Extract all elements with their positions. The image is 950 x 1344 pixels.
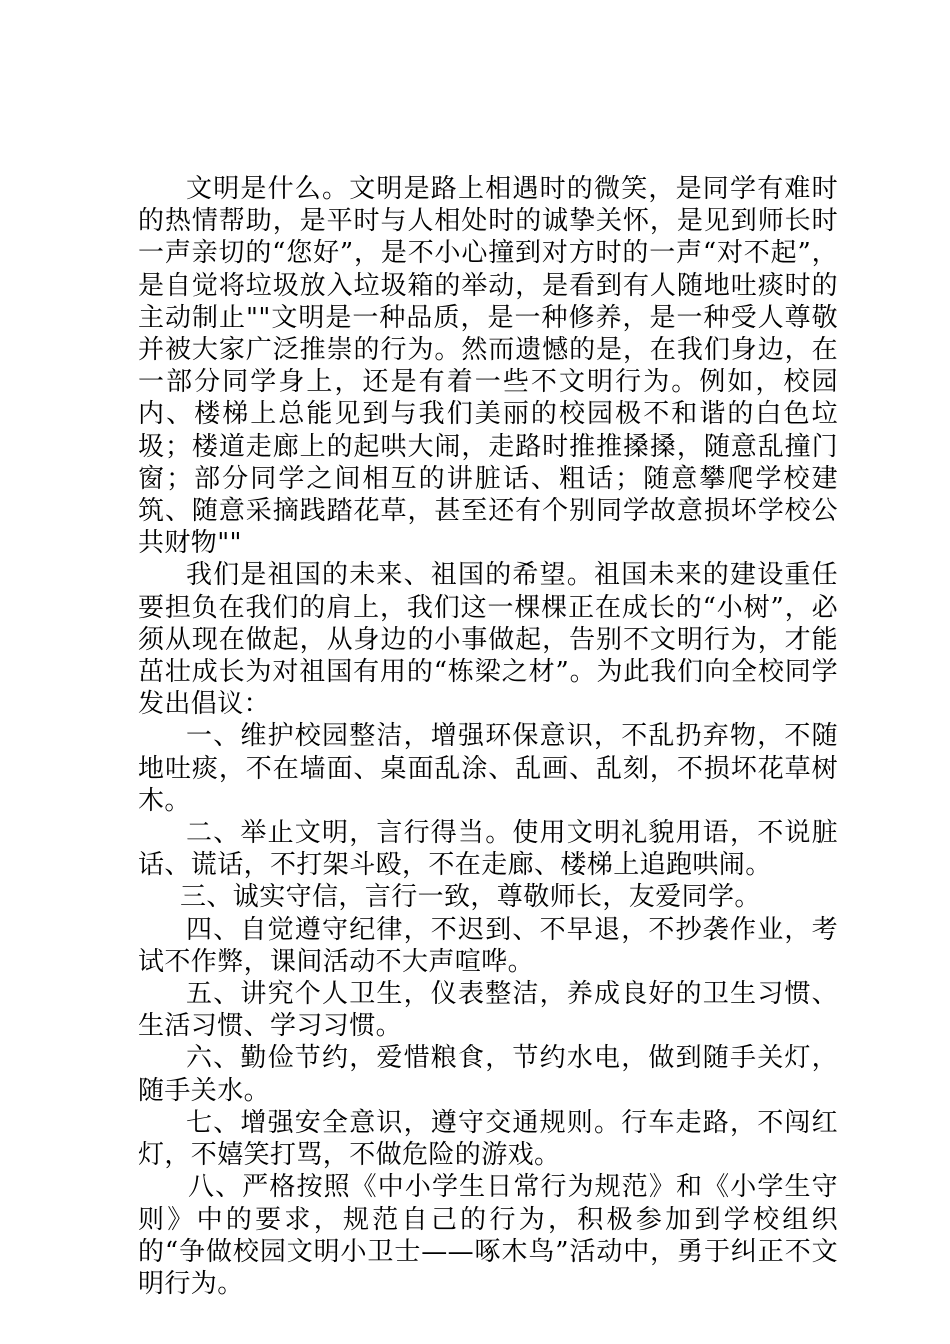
paragraph-future: 我们是祖国的未来、祖国的希望。祖国未来的建设重任要担负在我们的肩上，我们这一棵棵正在成长的“小树”，必须从现在做起，从身边的小事做起，告别不文明行为，才能茁壮成长为对祖国有用的“栋梁之材”。为此我们向全校同学发出倡议： [138,560,838,720]
document-body [138,173,838,1300]
proposal-item-8: 八、严格按照《中小学生日常行为规范》和《小学生守则》中的要求，规范自己的行为，积极参加到学校组织的“争做校园文明小卫士——啄木鸟”活动中，勇于纠正不文明行为。 [138,1172,838,1299]
proposal-item-2: 二、举止文明，言行得当。使用文明礼貌用语，不说脏话、谎话，不打架斗殴，不在走廊、楼梯上追跑哄闹。 [138,818,838,881]
proposal-item-5: 五、讲究个人卫生，仪表整洁，养成良好的卫生习惯、生活习惯、学习习惯。 [138,979,838,1042]
proposal-item-7: 七、增强安全意识，遵守交通规则。行车走路，不闯红灯，不嬉笑打骂，不做危险的游戏。 [138,1107,838,1171]
proposal-item-6: 六、勤俭节约，爱惜粮食，节约水电，做到随手关灯，随手关水。 [138,1043,838,1106]
proposal-item-3: 三、诚实守信，言行一致，尊敬师长，友爱同学。 [180,882,761,913]
proposal-item-1: 一、维护校园整洁，增强环保意识，不乱扔弃物，不随地吐痰，不在墙面、桌面乱涂、乱画、乱刻，不损坏花草树木。 [138,721,838,816]
proposal-item-4: 四、自觉遵守纪律，不迟到、不早退，不抄袭作业，考试不作弊，课间活动不大声喧哗。 [138,914,838,977]
paragraph-intro: 文明是什么。文明是路上相遇时的微笑，是同学有难时的热情帮助，是平时与人相处时的诚挚关怀，是见到师长时一声亲切的“您好”，是不小心撞到对方时的一声“对不起”，是自觉将垃圾放入垃圾箱的举动，是看到有人随地吐痰时的主动制止""文明是一种品质，是一种修养，是一种受人尊敬并被大家广泛推崇的行为。然而遗憾的是，在我们身边，在一部分同学身上，还是有着一些不文明行为。例如，校园内、楼梯上总能见到与我们美丽的校园极不和谐的白色垃圾；楼道走廊上的起哄大闹，走路时推推搡搡，随意乱撞门窗；部分同学之间相互的讲脏话、粗话；随意攀爬学校建筑、随意采摘践踏花草，甚至还有个别同学故意损坏学校公共财物"" [138,174,838,559]
